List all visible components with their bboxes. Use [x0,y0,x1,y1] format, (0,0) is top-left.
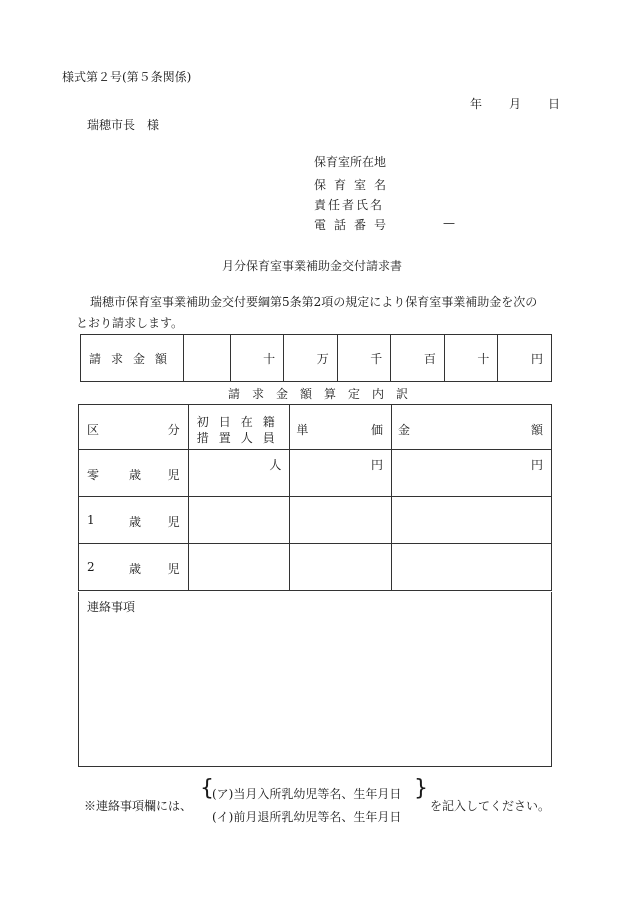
memo-label: 連絡事項 [87,600,136,614]
row-label-age1: 1 歳 児 [79,497,189,544]
form-number: 様式第２号(第５条関係) [62,70,192,84]
table-row [79,544,552,591]
nursery-address-label: 保育室所在地 [314,155,387,169]
price-cell-age1[interactable] [290,497,392,544]
nursery-name-label: 保育室名 [314,178,395,192]
amount-unit-ten-thousand-ten[interactable]: 十 [230,335,284,382]
body-line-1: 瑞穂市保育室事業補助金交付要綱第5条第2項の規定により保育室事業補助金を次の [90,295,538,309]
header-enrolled-count: 初日在籍 措置人員 [188,405,290,450]
representative-name-label: 責任者氏名 [314,198,385,212]
header-category: 区 分 [79,405,189,450]
request-amount-label: 請求金額 [81,335,184,382]
footnote-suffix: を記入してください。 [430,799,551,813]
table-row [79,450,552,497]
breakdown-table [78,404,552,591]
amount-cell-age1[interactable] [391,497,551,544]
left-brace: { [200,776,214,801]
phone-dash: — [443,216,455,230]
header-amount: 金 額 [391,405,551,450]
amount-cell-age2[interactable] [391,544,551,591]
price-cell-age0[interactable]: 円 [290,450,392,497]
footnote-item-a: (ア)当月入所乳幼児等名、生年月日 [212,787,402,801]
footnote-prefix: ※連絡事項欄には、 [84,799,193,813]
amount-unit-hyaku[interactable]: 百 [391,335,445,382]
right-brace: } [414,776,428,801]
count-cell-age1[interactable] [188,497,290,544]
row-label-age0: 零 歳 児 [79,450,189,497]
amount-cell-age0[interactable]: 円 [391,450,551,497]
request-amount-table [80,334,552,382]
date-day-label: 日 [548,97,561,111]
table-row [79,497,552,544]
document-title: 月分保育室事業補助金交付請求書 [222,259,403,273]
row-label-age2: 2 歳 児 [79,544,189,591]
header-unit-price: 単 価 [290,405,392,450]
amount-cell-blank[interactable] [184,335,230,382]
price-cell-age2[interactable] [290,544,392,591]
count-cell-age0[interactable]: 人 [188,450,290,497]
amount-unit-man[interactable]: 万 [284,335,338,382]
memo-box[interactable] [78,592,552,767]
count-cell-age2[interactable] [188,544,290,591]
amount-unit-yen[interactable]: 円 [498,335,552,382]
phone-number-label: 電話番号 [314,218,395,232]
breakdown-title: 請求金額算定内訳 [228,387,421,401]
addressee: 瑞穂市長 様 [87,118,160,132]
amount-unit-juu[interactable]: 十 [444,335,498,382]
date-year-label: 年 [470,97,483,111]
date-month-label: 月 [509,97,522,111]
body-line-2: とおり請求します。 [76,316,184,330]
amount-unit-sen[interactable]: 千 [337,335,391,382]
footnote-item-b: (イ)前月退所乳幼児等名、生年月日 [212,810,402,824]
